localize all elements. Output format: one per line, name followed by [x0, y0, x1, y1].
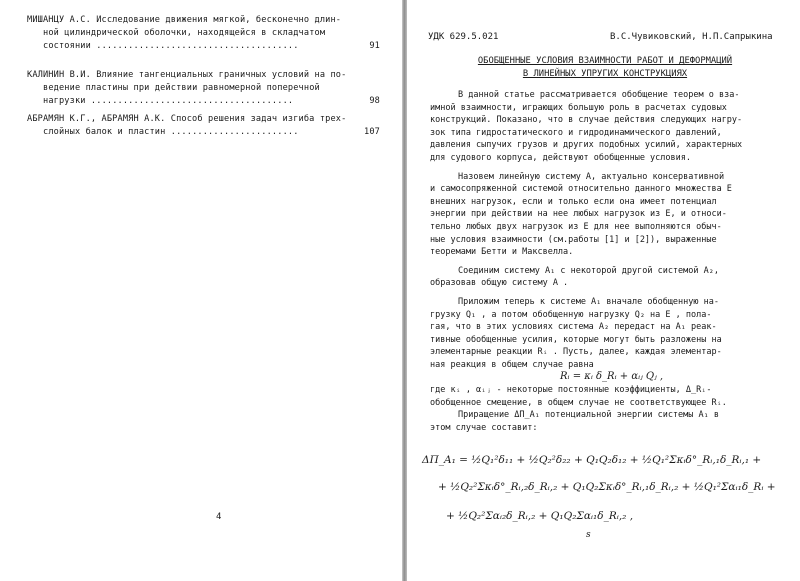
toc-entry[interactable]	[27, 69, 380, 108]
text-line: этом случае составит:	[430, 422, 538, 433]
toc-entry[interactable]	[27, 14, 380, 53]
text-line: давления сыпучих грузов и других подобных усилий, характерных	[430, 140, 743, 151]
toc-line: МИШАНЦУ А.С. Исследование движения мягкой, бесконечно длин-	[27, 15, 342, 25]
text-line: тельно любых двух нагрузок из E для нее выполняются обыч-	[430, 221, 722, 232]
text-line: Назовем линейную систему A, актуально консервативной	[458, 171, 725, 182]
text-line: гая, что в этих условиях система A₂ передаст на A₁ реак-	[430, 322, 717, 333]
text-line: имной взаимности, играющих большую роль в расчетах судовых	[430, 102, 727, 113]
text-line: зок типа гидростатического и гидродинамического давлений,	[430, 127, 722, 138]
title-line: В ЛИНЕЙНЫХ УПРУГИХ КОНСТРУКЦИЯХ	[522, 69, 688, 79]
formula-line: + ½Q₂²Σκᵢδ°_Rᵢ,₂δ_Rᵢ,₂ + Q₁Q₂Σκᵢδ°_Rᵢ,₁δ_Rᵢ,₂ + ½Q₁²Σαᵢ₁δ_Rᵢ +	[438, 481, 776, 493]
equation: Rᵢ = κᵢ δ_Rᵢ + αᵢⱼ Qⱼ ,	[560, 371, 664, 383]
article-title	[410, 55, 800, 81]
formula-line: + ½Q₂²Σαᵢ₂δ_Rᵢ,₂ + Q₁Q₂Σαᵢ₁δ_Rᵢ,₂ ,	[446, 510, 634, 522]
text-line: Приложим теперь к системе A₁ вначале обобщенную на-	[458, 296, 719, 307]
article-body	[430, 89, 795, 434]
book-spine-divider	[402, 0, 407, 581]
text-line: внешних нагрузок, если и только если она имеет потенциал	[430, 196, 717, 207]
title-line: ОБОБЩЕННЫЕ УСЛОВИЯ ВЗАИМНОСТИ РАБОТ И ДЕФОРМАЦИЙ	[477, 56, 733, 66]
text-line: энергии при действии на нее любых нагрузок из E, и относи-	[430, 209, 727, 220]
text-line: грузку Q₁ , а потом обобщенную нагрузку Q₂ на E , пола-	[430, 309, 712, 320]
toc-line: КАЛИНИН В.И. Влияние тангенциальных граничных условий на по-	[27, 70, 347, 80]
text-line: тивные обобщенные усилия, которые могут быть разложены на	[430, 334, 722, 345]
formula-line: ΔΠ_A₁ = ½Q₁²δ₁₁ + ½Q₂²δ₂₂ + Q₁Q₂δ₁₂ + ½Q₁²Σκᵢδ°_Rᵢ,₁δ_Rᵢ,₁ +	[422, 454, 762, 466]
text-line: В данной статье рассматривается обобщение теорем о вза-	[458, 90, 740, 100]
right-page	[410, 0, 800, 581]
text-line: обобщенное смещение, в общем случае не соответствующее Rᵢ.	[430, 397, 727, 408]
text-line: Соединим систему A₁ с некоторой другой системой A₂,	[458, 265, 719, 276]
toc-page-number: 98	[369, 96, 380, 106]
toc-line: АБРАМЯН К.Г., АБРАМЯН А.К. Способ решения задач изгиба трех-	[27, 114, 347, 124]
toc-line: ведение пластины при действии равномерной поперечной	[43, 83, 320, 93]
text-line: конструкций. Показано, что в случае действия следующих нагру-	[430, 115, 743, 126]
toc-page-number: 107	[364, 127, 380, 137]
page-number: 4	[216, 512, 222, 522]
text-line: образовав общую систему A .	[430, 278, 569, 289]
text-line: элементарные реакции Rᵢ . Пусть, далее, каждая элементар-	[430, 347, 722, 358]
toc-line: слойных балок и пластин ........................	[43, 127, 299, 137]
text-line: теоремами Бетти и Максвелла.	[430, 247, 574, 258]
authors: В.С.Чувиковский, Н.П.Сапрыкина	[610, 32, 773, 42]
text-line: где κᵢ , αᵢⱼ - некоторые постоянные коэффициенты, Δ_Rᵢ-	[430, 385, 712, 396]
text-line: ная реакция в общем случае равна	[430, 359, 594, 370]
toc-entry[interactable]	[27, 113, 380, 139]
toc-page-number: 91	[369, 41, 380, 51]
text-line: для судового корпуса, действуют обобщенные условия.	[430, 152, 691, 163]
toc-line: ной цилиндрической оболочки, находящейся в складчатом	[43, 28, 326, 38]
toc-line: нагрузки ......................................	[43, 96, 294, 106]
summation-index: s	[586, 530, 591, 540]
text-line: Приращение ΔΠ_A₁ потенциальной энергии системы A₁ в	[458, 410, 719, 421]
toc-line: состоянии ......................................	[43, 41, 299, 51]
udc-code: УДК 629.5.021	[428, 32, 499, 42]
text-line: и самосопряженной системой относительно данного множества E	[430, 184, 732, 195]
text-line: ные условия взаимности (см.работы [1] и [2]), выраженные	[430, 234, 717, 245]
